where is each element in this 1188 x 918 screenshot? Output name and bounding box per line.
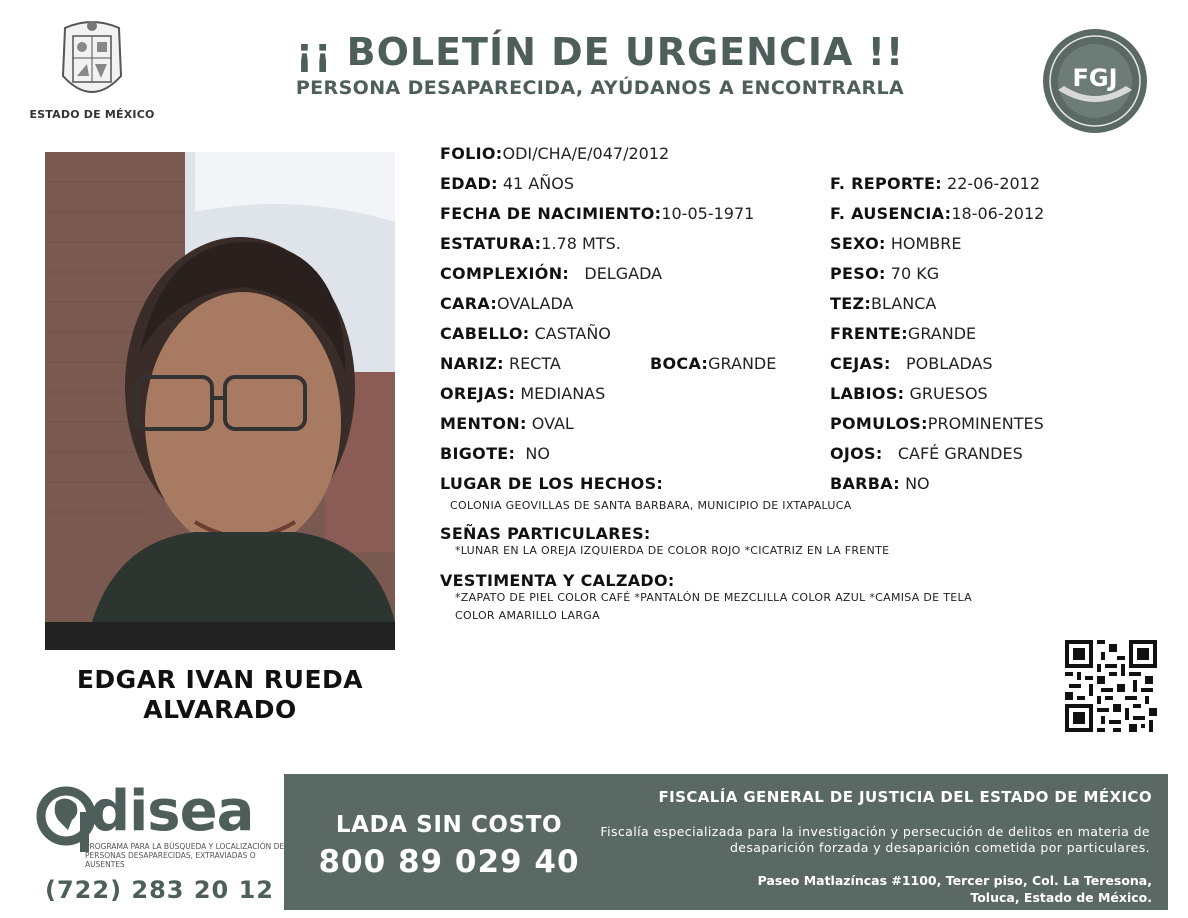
nariz-label: NARIZ: bbox=[440, 354, 504, 373]
field-folio bbox=[440, 144, 669, 164]
field-estatura bbox=[440, 234, 621, 254]
lada-label: LADA SIN COSTO bbox=[335, 812, 563, 838]
bigote-value: NO bbox=[525, 444, 550, 463]
cara-value: OVALADA bbox=[497, 294, 574, 313]
ojos-value: CAFÉ GRANDES bbox=[897, 444, 1023, 463]
pomulos-label: POMULOS: bbox=[830, 414, 928, 433]
state-caption: ESTADO DE MÉXICO bbox=[29, 108, 155, 121]
address-line2: Toluca, Estado de México. bbox=[970, 890, 1152, 905]
pomulos-value: PROMINENTES bbox=[927, 414, 1044, 433]
field-f-reporte bbox=[830, 174, 1040, 194]
field-ojos bbox=[830, 444, 1023, 464]
vestimenta-label: VESTIMENTA Y CALZADO: bbox=[440, 571, 675, 590]
menton-label: MENTON: bbox=[440, 414, 527, 433]
field-frente bbox=[830, 324, 976, 344]
peso-label: PESO: bbox=[830, 264, 886, 283]
cara-label: CARA: bbox=[440, 294, 498, 313]
f-reporte-value: 22-06-2012 bbox=[947, 174, 1041, 193]
fecha-nacimiento-label: FECHA DE NACIMIENTO: bbox=[440, 204, 662, 223]
field-peso bbox=[830, 264, 939, 284]
field-tez bbox=[830, 294, 936, 314]
barba-value: NO bbox=[905, 474, 930, 493]
boca-label: BOCA: bbox=[650, 354, 709, 373]
tez-label: TEZ: bbox=[830, 294, 872, 313]
cejas-value: POBLADAS bbox=[906, 354, 993, 373]
field-vestimenta-label bbox=[440, 571, 675, 591]
lugar-value: COLONIA GEOVILLAS DE SANTA BARBARA, MUNICIPIO DE IXTAPALUCA bbox=[450, 499, 852, 512]
tez-value: BLANCA bbox=[871, 294, 937, 313]
senas-value: *LUNAR EN LA OREJA IZQUIERDA DE COLOR ROJO *CICATRIZ EN LA FRENTE bbox=[455, 544, 890, 557]
fiscalia-description: Fiscalía especializada para la investigación y persecución de delitos en materia de desaparición forzada y desaparición cometida por particulares. bbox=[600, 824, 1150, 855]
odisea-block bbox=[30, 779, 285, 910]
field-edad bbox=[440, 174, 574, 194]
f-ausencia-value: 18-06-2012 bbox=[951, 204, 1045, 223]
cabello-label: CABELLO: bbox=[440, 324, 530, 343]
folio-label: FOLIO: bbox=[440, 144, 503, 163]
address-line1: Paseo Matlazíncas #1100, Tercer piso, Col. La Teresona, bbox=[757, 873, 1152, 888]
folio-value: ODI/CHA/E/047/2012 bbox=[502, 144, 670, 163]
complexion-label: COMPLEXIÓN: bbox=[440, 264, 570, 283]
estatura-label: ESTATURA: bbox=[440, 234, 542, 253]
menton-value: OVAL bbox=[531, 414, 574, 433]
field-sexo bbox=[830, 234, 961, 254]
complexion-value: DELGADA bbox=[584, 264, 663, 283]
field-pomulos bbox=[830, 414, 1044, 434]
cejas-label: CEJAS: bbox=[830, 354, 891, 373]
frente-value: GRANDE bbox=[907, 324, 977, 343]
labios-label: LABIOS: bbox=[830, 384, 905, 403]
field-bigote bbox=[440, 444, 550, 464]
field-cabello bbox=[440, 324, 611, 344]
barba-label: BARBA: bbox=[830, 474, 900, 493]
field-cara bbox=[440, 294, 573, 314]
nariz-value: RECTA bbox=[508, 354, 561, 373]
orejas-value: MEDIANAS bbox=[520, 384, 606, 403]
fgj-seal-icon bbox=[1040, 26, 1150, 136]
field-senas-label bbox=[440, 524, 651, 544]
odisea-brand: disea bbox=[90, 779, 254, 844]
field-nariz bbox=[440, 354, 561, 374]
estado-de-mexico-logo bbox=[28, 18, 156, 130]
bulletin-title: ¡¡ BOLETÍN DE URGENCIA !! bbox=[295, 30, 905, 74]
lugar-label: LUGAR DE LOS HECHOS: bbox=[440, 474, 664, 493]
ojos-label: OJOS: bbox=[830, 444, 883, 463]
qr-code-icon bbox=[1065, 640, 1157, 732]
field-cejas bbox=[830, 354, 993, 374]
field-labios bbox=[830, 384, 988, 404]
boca-value: GRANDE bbox=[708, 354, 777, 373]
f-reporte-label: F. REPORTE: bbox=[830, 174, 942, 193]
field-f-ausencia bbox=[830, 204, 1044, 224]
field-fecha-nacimiento bbox=[440, 204, 754, 224]
vestimenta-value-line1: *ZAPATO DE PIEL COLOR CAFÉ *PANTALÓN DE MEZCLILLA COLOR AZUL *CAMISA DE TELA bbox=[455, 591, 972, 604]
field-barba bbox=[830, 474, 930, 494]
footer-bar bbox=[284, 774, 1168, 910]
missing-person-photo bbox=[45, 152, 395, 650]
coat-of-arms-icon bbox=[55, 18, 129, 104]
fiscalia-title: FISCALÍA GENERAL DE JUSTICIA DEL ESTADO DE MÉXICO bbox=[658, 788, 1152, 806]
fgj-logo-text: FGJ bbox=[1072, 64, 1118, 92]
f-ausencia-label: F. AUSENCIA: bbox=[830, 204, 952, 223]
qr-code[interactable] bbox=[1065, 640, 1157, 732]
field-menton bbox=[440, 414, 574, 434]
person-name-line2: ALVARADO bbox=[143, 695, 297, 724]
odisea-caption: PROGRAMA PARA LA BÚSQUEDA Y LOCALIZACIÓN DE PERSONAS DESAPARECIDAS, EXTRAVIADAS O AUSENTES bbox=[85, 842, 285, 869]
field-boca bbox=[650, 354, 776, 374]
fecha-nacimiento-value: 10-05-1971 bbox=[661, 204, 755, 223]
bulletin-header bbox=[190, 30, 1010, 100]
field-orejas bbox=[440, 384, 605, 404]
lada-number[interactable]: 800 89 029 40 bbox=[318, 844, 580, 880]
field-complexion bbox=[440, 264, 662, 284]
edad-label: EDAD: bbox=[440, 174, 498, 193]
vestimenta-value-line2: COLOR AMARILLO LARGA bbox=[455, 609, 600, 622]
fgj-logo bbox=[1040, 26, 1150, 136]
edad-value: 41 AÑOS bbox=[502, 174, 574, 193]
fiscalia-address bbox=[632, 872, 1152, 906]
person-name-line1: EDGAR IVAN RUEDA bbox=[76, 665, 364, 694]
bigote-label: BIGOTE: bbox=[440, 444, 516, 463]
orejas-label: OREJAS: bbox=[440, 384, 516, 403]
estatura-value: 1.78 MTS. bbox=[541, 234, 621, 253]
odisea-phone[interactable]: (722) 283 20 12 bbox=[45, 876, 274, 904]
cabello-value: CASTAÑO bbox=[534, 324, 611, 343]
sexo-label: SEXO: bbox=[830, 234, 886, 253]
field-lugar-label bbox=[440, 474, 663, 494]
senas-label: SEÑAS PARTICULARES: bbox=[440, 524, 651, 543]
sexo-value: HOMBRE bbox=[890, 234, 962, 253]
labios-value: GRUESOS bbox=[909, 384, 988, 403]
bulletin-subtitle: PERSONA DESAPARECIDA, AYÚDANOS A ENCONTRARLA bbox=[295, 77, 905, 99]
person-name bbox=[45, 665, 395, 725]
peso-value: 70 KG bbox=[890, 264, 940, 283]
frente-label: FRENTE: bbox=[830, 324, 908, 343]
